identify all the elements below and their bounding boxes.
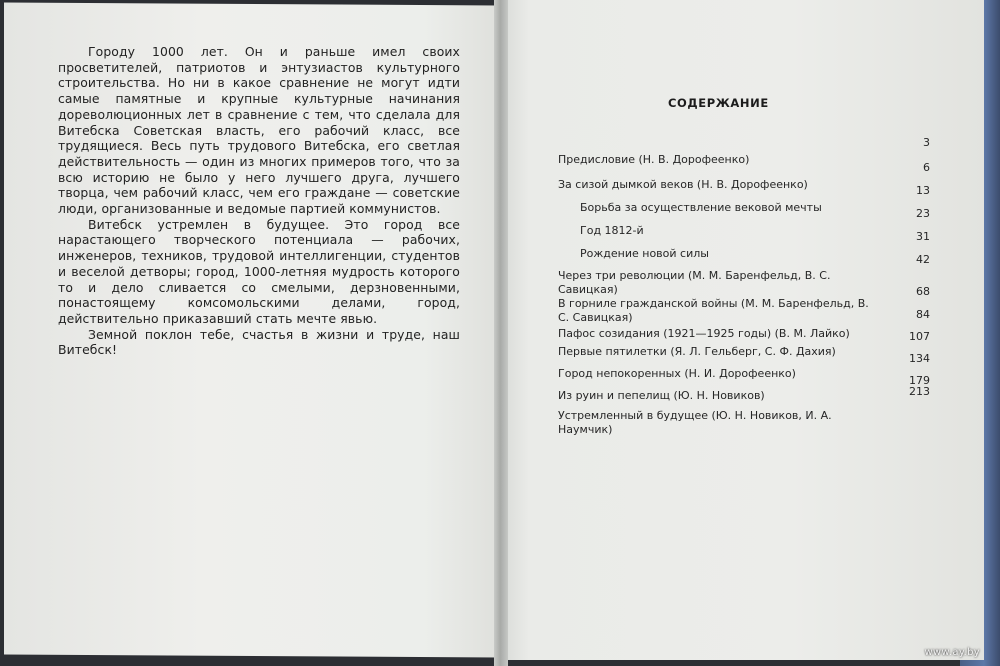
toc-entry-page: 6 [923, 161, 930, 174]
toc-entry-title: Рождение новой силы [580, 247, 709, 260]
toc-entry-page: 213 [909, 385, 930, 398]
toc-entry-title: Предисловие (Н. В. Дорофеенко) [558, 153, 750, 166]
toc-entry-title: В горниле гражданской войны (М. М. Баренфельд, В. С. Савицкая) [558, 297, 869, 324]
paragraph-2: Витебск устремлен в будущее. Это город все нарастающего творческого потенциала — рабочих, инженеров, техников, трудовой интеллигенции, студентов и веселой детворы; город, 1000-летняя мудрость которого то и дело сливается со смелыми, дерзновенными, понастоящему комсомольскими делами, город, действительно приказавший стать мечте явью. [58, 216, 460, 326]
toc-entry-page: 179 [909, 374, 930, 387]
book-gutter [494, 0, 508, 666]
toc-heading: СОДЕРЖАНИЕ [668, 96, 769, 110]
paragraph-1: Городу 1000 лет. Он и раньше имел своих просветителей, патриотов и энтузиастов культурного строительства. Но ни в какое сравнение не могут идти самые памятные и крупные культурные начинания дореволюционных лет в сравнение с тем, что сделала для Витебска Советская власть, его рабочий класс, все трудящиеся. Весь путь трудового Витебска, его светлая действительность — один из многих примеров того, что за всю историю не было у него лучшего друга, лучшего творца, чем рабочий класс, чем его граждане — советские люди, организованные и ведомые партией коммунистов. [58, 44, 460, 217]
toc-entry-title: Первые пятилетки (Я. Л. Гельберг, С. Ф. Дахия) [558, 345, 836, 358]
toc-entry-page: 31 [916, 230, 930, 243]
toc-entry-title: Борьба за осуществление вековой мечты [580, 201, 822, 214]
toc-entry-title: Из руин и пепелищ (Ю. Н. Новиков) [558, 389, 765, 402]
toc-entry-page: 84 [916, 308, 930, 321]
toc-entry-page: 134 [909, 352, 930, 365]
toc-entry-title: Пафос созидания (1921—1925 годы) (В. М. Лайко) [558, 327, 850, 340]
watermark: www.ay.by [924, 647, 980, 658]
table-of-contents [558, 136, 930, 436]
paragraph-3: Земной поклон тебе, счастья в жизни и труде, наш Витебск! [58, 326, 460, 358]
toc-entry-page: 42 [916, 253, 930, 266]
toc-entry-page: 13 [916, 184, 930, 197]
toc-entry-title: Город непокоренных (Н. И. Дорофеенко) [558, 367, 796, 380]
toc-entry-title: Год 1812-й [580, 224, 644, 237]
toc-entry-title: За сизой дымкой веков (Н. В. Дорофеенко) [558, 178, 808, 191]
toc-entry-page: 23 [916, 207, 930, 220]
toc-entry-page: 3 [923, 136, 930, 149]
toc-entry-title: Устремленный в будущее (Ю. Н. Новиков, И. А. Наумчик) [558, 409, 832, 436]
toc-entry-title: Через три революции (М. М. Баренфельд, В. С. Савицкая) [558, 269, 831, 296]
toc-entry-page: 68 [916, 285, 930, 298]
left-page-text [58, 44, 460, 358]
toc-entry-page: 107 [909, 330, 930, 343]
